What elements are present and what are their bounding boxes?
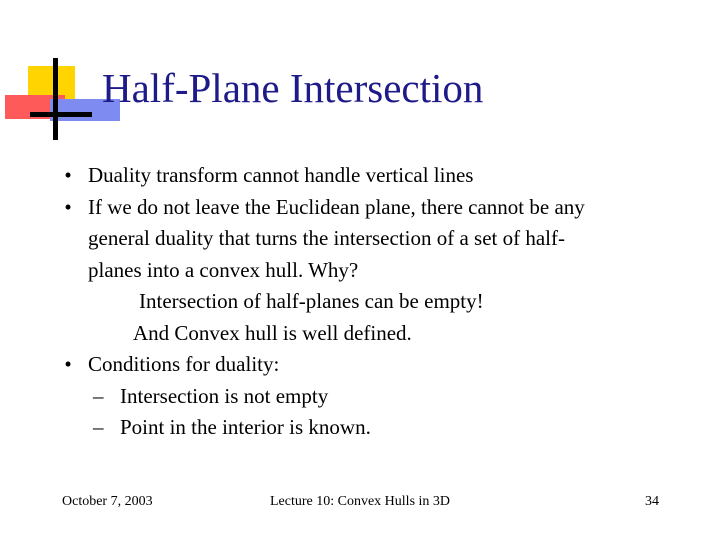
bullet-marker: • <box>64 194 72 219</box>
logo-horizontal-line <box>30 112 92 117</box>
sub-bullet-marker: – <box>93 415 104 439</box>
sub-bullet-item <box>58 412 678 444</box>
logo-vertical-line <box>53 58 58 140</box>
bullet-item <box>58 349 678 381</box>
bullet-text: If we do not leave the Euclidean plane, there cannot be any <box>88 194 585 219</box>
bullet-text: Duality transform cannot handle vertical lines <box>88 163 474 187</box>
sub-bullet-item <box>58 381 678 413</box>
footer-date: October 7, 2003 <box>62 494 153 509</box>
sub-bullet-text: Intersection is not empty <box>120 383 329 408</box>
bullet-item <box>58 192 678 224</box>
sub-bullet-text: Point in the interior is known. <box>120 415 371 439</box>
bullet-continuation-line: general duality that turns the intersection of a set of half- <box>88 226 566 250</box>
indented-note-line: And Convex hull is well defined. <box>133 320 412 345</box>
bullet-text: Conditions for duality: <box>88 352 280 376</box>
footer-lecture-title: Lecture 10: Convex Hulls in 3D <box>270 494 451 509</box>
bullet-continuation-line: planes into a convex hull. Why? <box>88 257 359 282</box>
footer-page-number: 34 <box>645 494 659 509</box>
slide-title: Half-Plane Intersection <box>102 65 484 111</box>
bullet-item <box>58 160 678 192</box>
slide-body <box>58 160 678 444</box>
bullet-marker: • <box>64 163 72 187</box>
bullet-marker: • <box>64 352 72 376</box>
sub-bullet-marker: – <box>93 383 104 408</box>
indented-note-line: Intersection of half-planes can be empty! <box>139 289 484 313</box>
